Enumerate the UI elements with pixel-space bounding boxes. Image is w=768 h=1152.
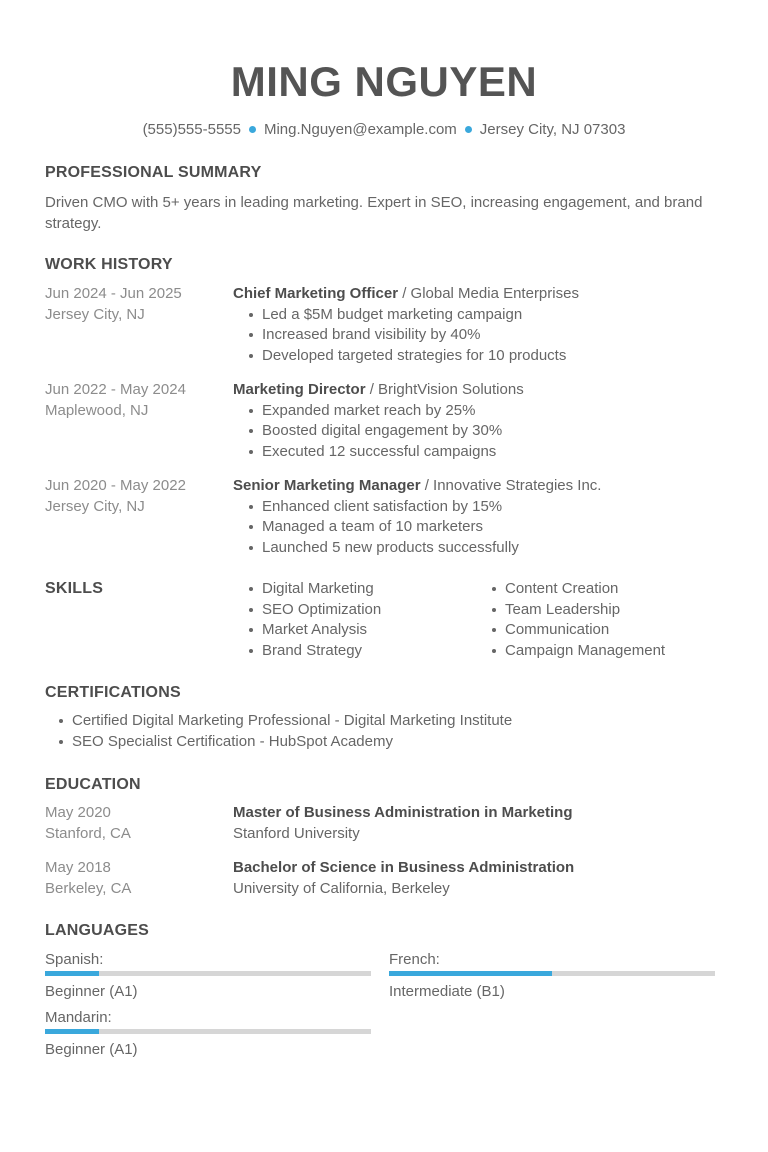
job-location: Jersey City, NJ [45, 305, 145, 323]
job-dates: Jun 2020 - May 2022 [45, 477, 186, 494]
education-details [233, 858, 733, 899]
skill-item: Digital Marketing [247, 579, 473, 600]
proficiency-fill [45, 1029, 99, 1034]
skill-item: Campaign Management [490, 641, 716, 662]
phone-number: (555)555-5555 [142, 121, 241, 138]
education-location: Stanford, CA [45, 824, 131, 842]
list-item: Launched 5 new products successfully [247, 538, 733, 559]
job-company: / Innovative Strategies Inc. [420, 477, 602, 494]
language-name: French: [389, 951, 440, 968]
job-meta [45, 380, 186, 421]
summary-text: Driven CMO with 5+ years in leading marketing. Expert in SEO, increasing engagement, and brand strategy. [45, 194, 703, 232]
skill-item: Market Analysis [247, 620, 473, 641]
summary-heading: PROFESSIONAL SUMMARY [45, 164, 262, 181]
separator-dot-icon [249, 126, 256, 133]
education-location: Berkeley, CA [45, 879, 132, 897]
job-bullets [247, 305, 733, 367]
education-meta [45, 803, 131, 844]
job-title: Senior Marketing Manager [233, 477, 421, 494]
list-item: Executed 12 successful campaigns [247, 442, 733, 463]
separator-dot-icon [465, 126, 472, 133]
skills-heading: SKILLS [45, 580, 104, 597]
list-item: Developed targeted strategies for 10 products [247, 346, 733, 367]
degree-title: Bachelor of Science in Business Administration [233, 859, 575, 876]
job-location: Jersey City, NJ [45, 497, 145, 515]
proficiency-fill [45, 971, 99, 976]
list-item: Increased brand visibility by 40% [247, 325, 733, 346]
job-title: Chief Marketing Officer [233, 285, 399, 302]
location: Jersey City, NJ 07303 [479, 121, 626, 138]
work-history-heading: WORK HISTORY [45, 256, 173, 273]
proficiency-bar [45, 1029, 371, 1034]
job-details [233, 284, 733, 366]
language-level: Intermediate (B1) [389, 983, 505, 1000]
job-meta [45, 476, 186, 517]
education-details [233, 803, 733, 844]
list-item: Managed a team of 10 marketers [247, 517, 733, 538]
proficiency-fill [389, 971, 552, 976]
language-entry [45, 950, 371, 1002]
education-date: May 2020 [45, 804, 111, 821]
job-meta [45, 284, 182, 325]
job-bullets [247, 401, 733, 463]
education-heading: EDUCATION [45, 776, 141, 793]
degree-title: Master of Business Administration in Marketing [233, 804, 573, 821]
language-level: Beginner (A1) [45, 983, 138, 1000]
language-entry [389, 950, 715, 1002]
proficiency-bar [389, 971, 715, 976]
job-bullets [247, 497, 733, 559]
language-level: Beginner (A1) [45, 1041, 138, 1058]
school-name: Stanford University [233, 824, 360, 842]
job-details [233, 380, 733, 462]
skill-item: Content Creation [490, 579, 716, 600]
language-name: Mandarin: [45, 1009, 112, 1026]
skill-item: Team Leadership [490, 600, 716, 621]
job-company: / BrightVision Solutions [365, 381, 524, 398]
school-name: University of California, Berkeley [233, 879, 450, 897]
contact-line [0, 121, 768, 138]
certifications-heading: CERTIFICATIONS [45, 684, 181, 701]
skill-item: Communication [490, 620, 716, 641]
job-location: Maplewood, NJ [45, 401, 149, 419]
skills-column-2 [476, 579, 716, 661]
resume-name: MING NGUYEN [230, 58, 538, 105]
email-address[interactable]: Ming.Nguyen@example.com [263, 121, 457, 138]
job-title: Marketing Director [233, 381, 366, 398]
language-name: Spanish: [45, 951, 104, 968]
proficiency-bar [45, 971, 371, 976]
certifications-list [45, 711, 725, 752]
job-dates: Jun 2022 - May 2024 [45, 381, 186, 398]
education-date: May 2018 [45, 859, 111, 876]
skill-item: Brand Strategy [247, 641, 473, 662]
certification-item: SEO Specialist Certification - HubSpot Academy [57, 732, 725, 753]
certification-item: Certified Digital Marketing Professional - Digital Marketing Institute [57, 711, 725, 732]
skills-column-1 [233, 579, 473, 661]
job-dates: Jun 2024 - Jun 2025 [45, 285, 182, 302]
skill-item: SEO Optimization [247, 600, 473, 621]
language-entry [45, 1008, 371, 1060]
list-item: Led a $5M budget marketing campaign [247, 305, 733, 326]
languages-heading: LANGUAGES [45, 922, 150, 939]
job-company: / Global Media Enterprises [398, 285, 579, 302]
list-item: Expanded market reach by 25% [247, 401, 733, 422]
list-item: Boosted digital engagement by 30% [247, 421, 733, 442]
education-meta [45, 858, 131, 899]
job-details [233, 476, 733, 558]
list-item: Enhanced client satisfaction by 15% [247, 497, 733, 518]
